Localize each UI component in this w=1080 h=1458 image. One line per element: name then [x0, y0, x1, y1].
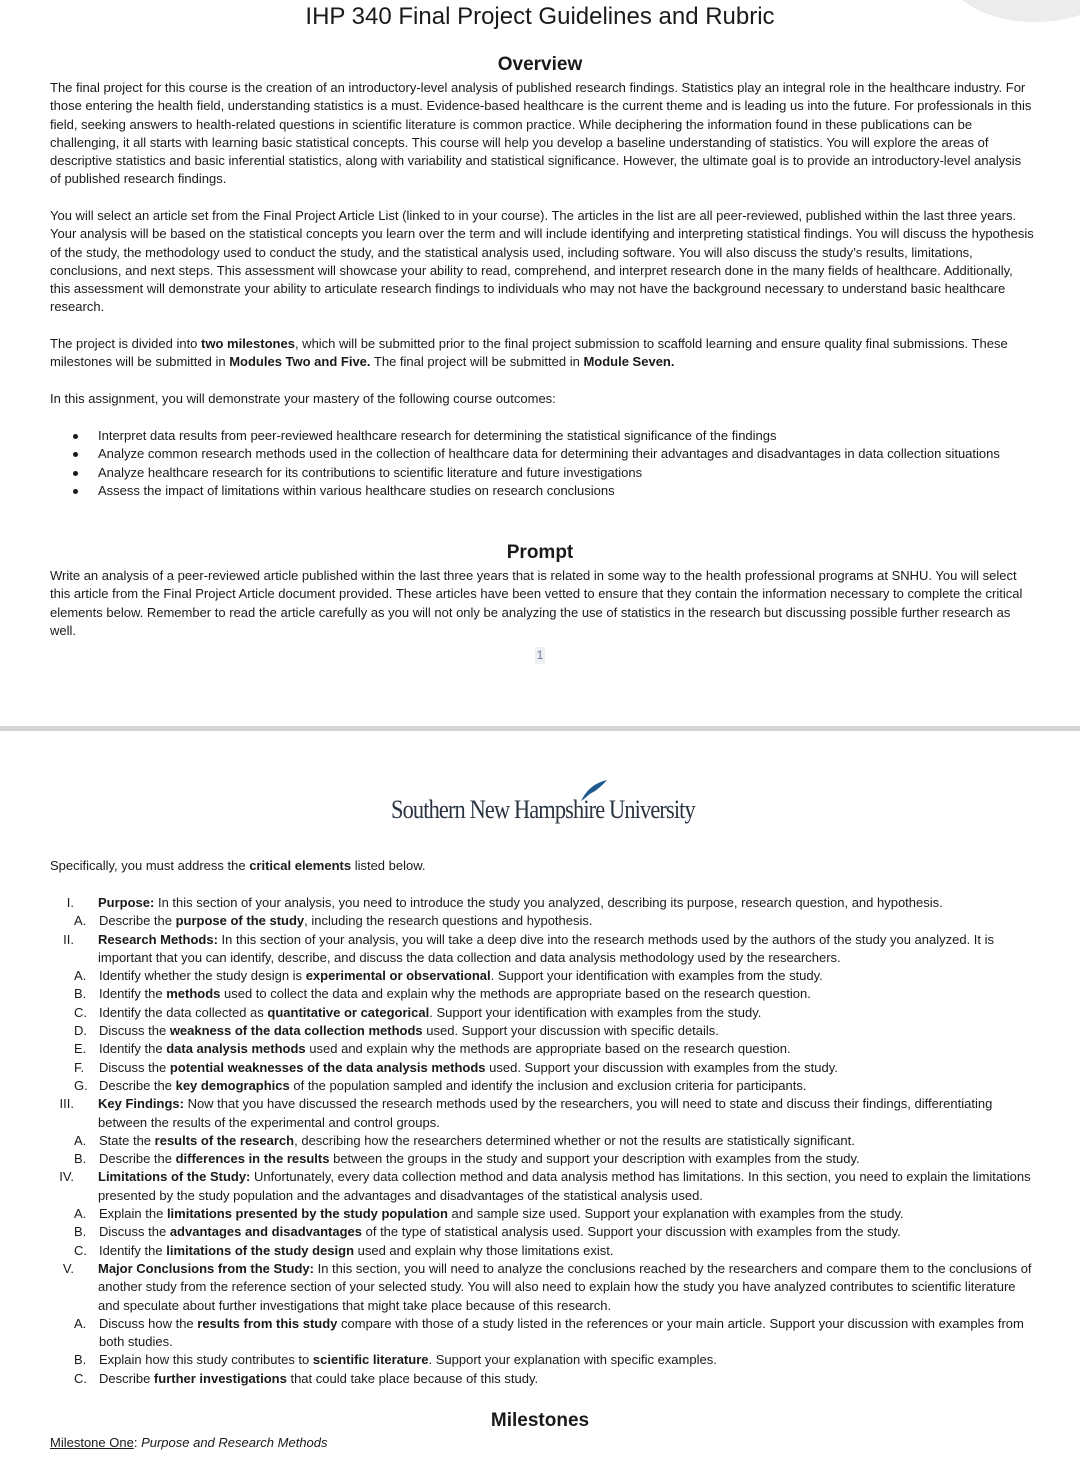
prompt-heading: Prompt — [506, 542, 574, 563]
critical-element-item: G. Describe the key demographics of the population sampled and identify the inclusion and exclusion criteria for participants. — [50, 1077, 1035, 1095]
section-numeral: IV. — [59, 1169, 74, 1185]
prompt-paragraph: Write an analysis of a peer-reviewed article published within the last three years that is related in some way to the health professional programs at SNHU. You will select this article from the Final Project Article document provided. These articles have been vetted to ensure that they contain the information necessary to complete the critical elements below. Remember to read the article carefully as you will not only be analyzing the use of statistics in the research but discussing possible further research as well. — [50, 568, 1023, 638]
item-letter: C. — [74, 1242, 87, 1258]
logo-text: Southern New Hampshire University — [391, 795, 695, 824]
critical-element-item: A. Identify whether the study design is experimental or observational. Support your identification with examples from the study. — [50, 967, 1035, 985]
critical-element-item: C. Identify the data collected as quantitative or categorical. Support your identification with examples from the study. — [50, 1004, 1035, 1022]
item-letter: D. — [74, 1023, 87, 1039]
university-logo — [391, 779, 695, 827]
overview-paragraph-3: The project is divided into two milestones, which will be submitted prior to the final project submission to scaffold learning and ensure quality final submissions. These milestones will be submitted in Modules Two and Five. The final project will be submitted in Module Seven. — [50, 336, 1008, 370]
section-numeral: I. — [66, 895, 74, 910]
item-letter: C. — [74, 1004, 87, 1020]
section-numeral: II. — [63, 931, 74, 947]
section-text: Unfortunately, every data collection method and data analysis method has limitations. In this section, you need to explain the limitations presented by the study population and the advantages and disadvantages of the statistical analysis used. — [98, 1169, 1031, 1203]
section-text: Now that you have discussed the research methods used by the researchers, you will need to state and discuss their findings, differentiating between the results of the experimental and control groups. — [98, 1096, 993, 1130]
item-letter: B. — [74, 1151, 87, 1167]
course-outcomes-list — [50, 427, 1035, 500]
page-number: 1 — [536, 648, 544, 662]
section-numeral: V. — [62, 1260, 74, 1276]
critical-element-item: C. Describe further investigations that could take place because of this study. — [50, 1370, 1035, 1388]
section-label: Research Methods: — [98, 931, 218, 947]
item-letter: G. — [74, 1077, 88, 1093]
section-label: Purpose: — [98, 895, 155, 910]
critical-element-item: A. Explain the limitations presented by the study population and sample size used. Support your explanation with examples from the study. — [50, 1205, 1035, 1223]
item-letter: E. — [74, 1041, 87, 1057]
critical-element-item: A. Discuss how the results from this study compare with those of a study listed in the references or your main article. Support your discussion with examples from both studies. — [74, 1315, 1024, 1350]
section-numeral: III. — [59, 1096, 74, 1112]
critical-elements-list — [50, 894, 1035, 1388]
critical-element-item: E. Identify the data analysis methods used and explain why the methods are appropriate based on the research question. — [50, 1040, 1035, 1058]
critical-elements-intro: Specifically, you must address the critical elements listed below. — [50, 858, 426, 873]
critical-element-section — [50, 1168, 1035, 1205]
section-label: Limitations of the Study: — [98, 1169, 251, 1185]
critical-element-item: B. Discuss the advantages and disadvantages of the type of statistical analysis used. Support your discussion with examples from the study. — [50, 1223, 1035, 1241]
critical-element-item: D. Discuss the weakness of the data collection methods used. Support your discussion with specific details. — [50, 1022, 1035, 1040]
item-letter: A. — [74, 1315, 87, 1331]
list-item: Analyze common research methods used in the collection of healthcare data for determining their advantages and disadvantages in data collection situations — [50, 445, 1035, 463]
outcomes-intro: In this assignment, you will demonstrate your mastery of the following course outcomes: — [50, 391, 556, 406]
overview-heading: Overview — [497, 54, 583, 75]
critical-element-section — [50, 894, 1035, 912]
critical-element-item: A. State the results of the research, describing how the researchers determined whether or not the results are statistically significant. — [50, 1132, 1035, 1150]
milestones-heading: Milestones — [490, 1410, 590, 1431]
section-text: In this section of your analysis, you will take a deep dive into the research methods used by the authors of the study you analyzed. It is important that you can identify, describe, and discuss the data collection and data analysis methodology used by the researchers. — [98, 931, 995, 965]
critical-element-item: B. Identify the methods used to collect the data and explain why the methods are appropriate based on the research question. — [50, 985, 1035, 1003]
leaf-icon — [579, 779, 609, 803]
overview-paragraph-2: You will select an article set from the Final Project Article List (linked to in your course). The articles in the list are all peer-reviewed, published within the last three years. Your analysis will be based on the statistical concepts you learn over the term and will include identifying and interpreting statistical findings. You will discuss the hypothesis of the study, the methodology used to conduct the study, and the statistical analysis used, including software. You will also discuss the study’s results, limitations, conclusions, and next steps. This assessment will showcase your ability to read, comprehend, and interpret research done in the many fields of healthcare. Additionally, this assessment will demonstrate your ability to articulate research findings to individuals who may not have the background necessary to understand basic healthcare research. — [50, 208, 1034, 315]
item-letter: C. — [74, 1370, 87, 1386]
item-letter: A. — [74, 1206, 87, 1222]
list-item: Analyze healthcare research for its contributions to scientific literature and future investigations — [50, 464, 1035, 482]
list-item: Assess the impact of limitations within various healthcare studies on research conclusions — [50, 482, 1035, 500]
critical-element-item: B. Explain how this study contributes to scientific literature. Support your explanation with specific examples. — [50, 1351, 1035, 1369]
milestone-one-line: Milestone One: Purpose and Research Methods — [50, 1435, 328, 1450]
page-separator — [0, 726, 1080, 731]
document-title: IHP 340 Final Project Guidelines and Rubric — [305, 3, 775, 30]
list-item: Interpret data results from peer-reviewed healthcare research for determining the statistical significance of the findings — [50, 427, 1035, 445]
section-text: In this section, you will need to analyze the conclusions reached by the researchers and compare them to the conclusions of another study from the reference section of your selected study. You will also need to explain how the study you have analyzed contributes to scientific literature and speculate about further investigations that might take place because of this research. — [98, 1260, 1032, 1313]
item-letter: A. — [74, 1132, 87, 1148]
item-letter: B. — [74, 1224, 87, 1240]
critical-element-section — [50, 1095, 1035, 1132]
critical-element-item: B. Describe the differences in the results between the groups in the study and support your description with examples from the study. — [50, 1150, 1035, 1168]
item-letter: B. — [74, 986, 87, 1002]
critical-element-section — [50, 931, 1035, 968]
item-letter: B. — [74, 1352, 87, 1368]
item-letter: A. — [74, 968, 87, 984]
item-letter: A. — [74, 913, 87, 929]
critical-element-section — [50, 1260, 1035, 1315]
section-text: In this section of your analysis, you need to introduce the study you analyzed, describing its purpose, research question, and hypothesis. — [154, 895, 943, 910]
critical-element-item: F. Discuss the potential weaknesses of the data analysis methods used. Support your discussion with examples from the study. — [50, 1059, 1035, 1077]
overview-paragraph-1: The final project for this course is the creation of an introductory-level analysis of published research findings. Statistics play an integral role in the healthcare industry. For those entering the health field, understanding statistics is a must. Evidence-based healthcare is the current theme and is leading us into the future. For professionals in this field, seeking answers to health-related questions in scientific literature is common practice. While deciphering the information found in these publications can be challenging, it all starts with learning basic statistical concepts. This course will help you develop a baseline understanding of statistics. You will explore the areas of descriptive statistics and basic inferential statistics, along with variability and statistical significance. However, the ultimate goal is to provide an introductory-level analysis of published research findings. — [50, 80, 1032, 187]
item-letter: F. — [74, 1059, 85, 1075]
critical-element-item: A. Describe the purpose of the study, including the research questions and hypothesis. — [50, 912, 1035, 930]
critical-element-item: C. Identify the limitations of the study design used and explain why those limitations exist. — [50, 1242, 1035, 1260]
section-label: Key Findings: — [98, 1096, 184, 1112]
section-label: Major Conclusions from the Study: — [98, 1260, 314, 1276]
